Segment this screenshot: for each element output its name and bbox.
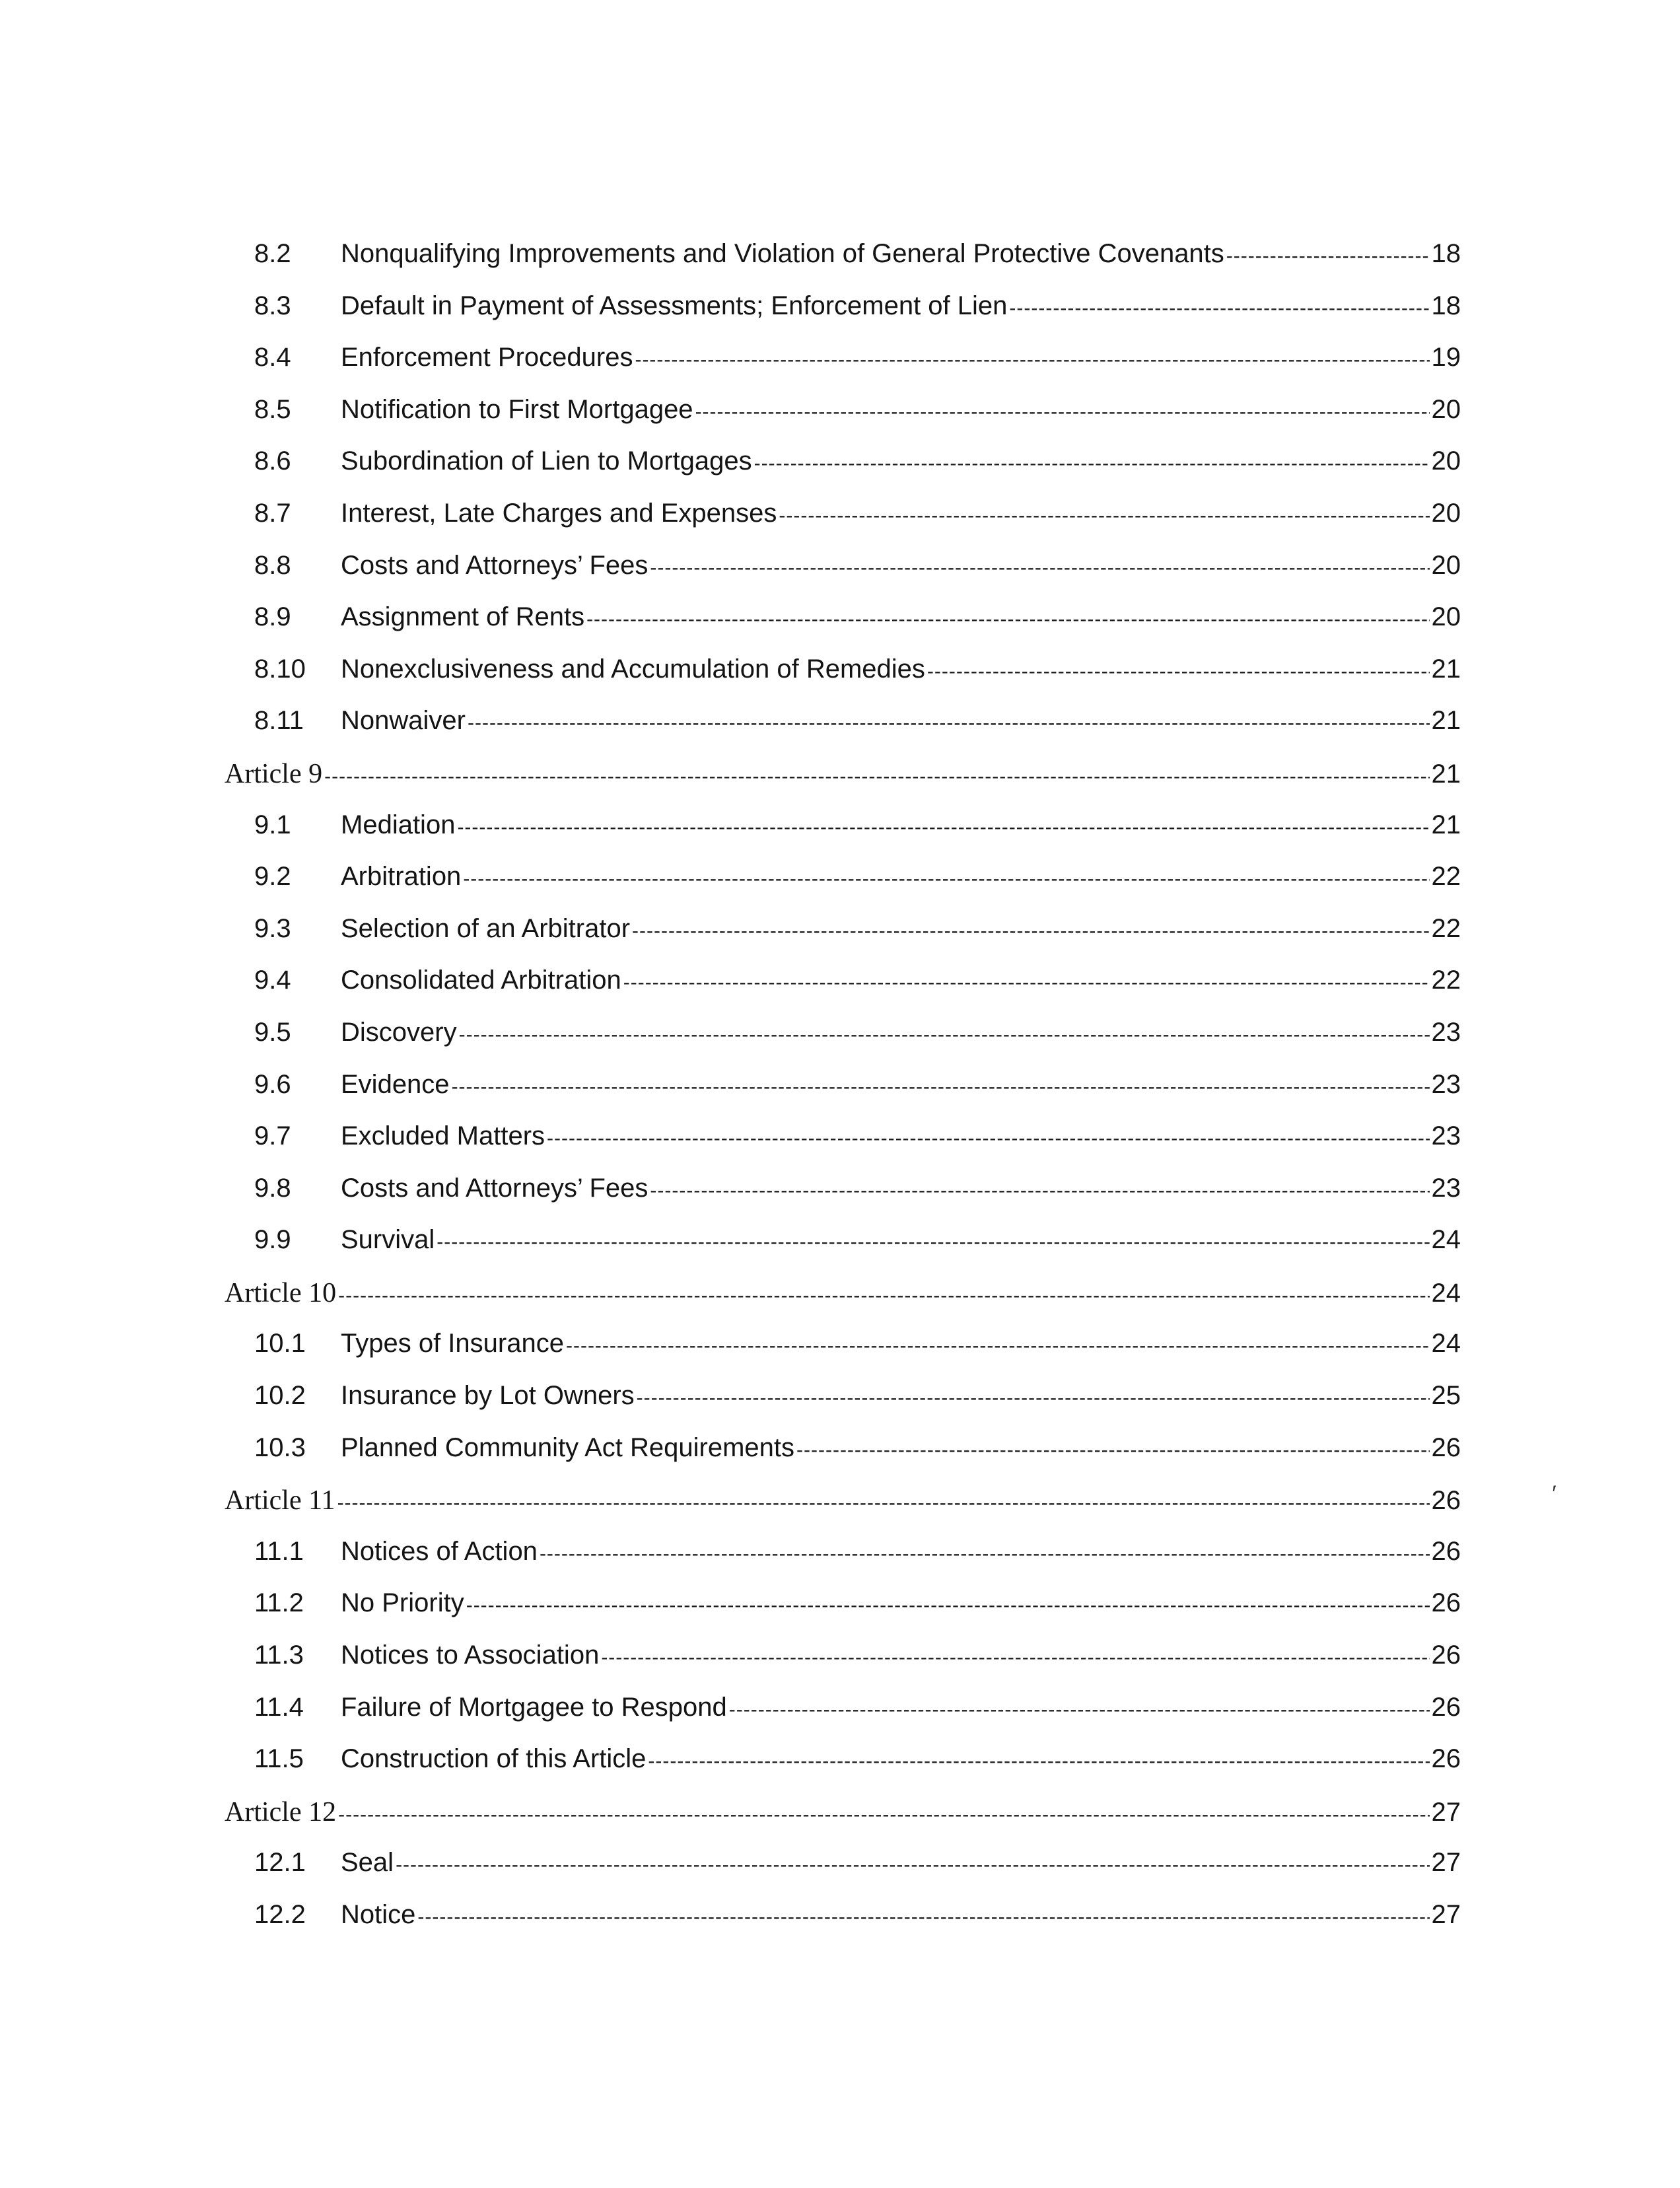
section-title: Excluded Matters [341, 1121, 545, 1151]
toc-section-entry [225, 862, 1461, 914]
section-title: Assignment of Rents [341, 602, 585, 632]
section-number: 8.6 [254, 446, 291, 476]
page-number: 27 [1431, 1900, 1461, 1929]
page-number: 20 [1431, 446, 1461, 476]
toc-section-entry [225, 1900, 1461, 1952]
dot-leader [648, 1750, 1429, 1773]
toc-section-entry [225, 1070, 1461, 1122]
page-number: 26 [1431, 1486, 1461, 1516]
toc-section-entry [225, 810, 1461, 863]
toc-section-entry [225, 446, 1461, 499]
article-title: Article 11 [225, 1485, 335, 1516]
toc-section-entry [225, 1121, 1461, 1174]
section-title: Discovery [341, 1017, 457, 1047]
page-number: 21 [1431, 759, 1461, 789]
section-number: 12.2 [254, 1900, 306, 1929]
dot-leader [1009, 297, 1429, 320]
page-number: 25 [1431, 1381, 1461, 1411]
section-number: 9.1 [254, 810, 291, 839]
toc-article-entry [225, 758, 1461, 810]
dot-leader [586, 608, 1429, 631]
section-number: 8.4 [254, 343, 291, 372]
section-number: 9.6 [254, 1069, 291, 1099]
section-title: Seal [341, 1848, 394, 1878]
dot-leader [540, 1543, 1430, 1565]
table-of-contents [225, 239, 1461, 1952]
page-number: 26 [1431, 1536, 1461, 1566]
page-number: 22 [1431, 913, 1461, 943]
dot-leader [650, 1180, 1429, 1202]
page-number: 22 [1431, 966, 1461, 995]
section-title: Costs and Attorneys’ Fees [341, 1173, 648, 1203]
dot-leader [452, 1076, 1430, 1098]
dot-leader [417, 1906, 1429, 1928]
page-number: 21 [1431, 706, 1461, 736]
dot-leader [337, 1492, 1430, 1514]
page-number: 26 [1431, 1641, 1461, 1670]
section-number: 8.10 [254, 654, 306, 684]
page-number: 20 [1431, 498, 1461, 528]
page-number: 18 [1431, 291, 1461, 320]
toc-section-entry [225, 395, 1461, 447]
page-number: 23 [1431, 1017, 1461, 1047]
stray-mark: ′ [1552, 1480, 1557, 1506]
section-number: 9.7 [254, 1121, 291, 1151]
dot-leader [796, 1439, 1430, 1462]
section-title: Costs and Attorneys’ Fees [341, 550, 648, 580]
toc-section-entry [225, 1433, 1461, 1485]
dot-leader [396, 1854, 1429, 1876]
page-number: 19 [1431, 343, 1461, 372]
dot-leader [463, 868, 1429, 890]
dot-leader [338, 1285, 1429, 1307]
section-number: 11.4 [254, 1692, 304, 1722]
section-number: 11.5 [254, 1744, 304, 1774]
section-number: 8.7 [254, 498, 291, 528]
section-number: 8.2 [254, 239, 291, 268]
page-number: 27 [1431, 1848, 1461, 1878]
section-number: 9.8 [254, 1173, 291, 1203]
section-title: No Priority [341, 1588, 464, 1618]
toc-section-entry [225, 1174, 1461, 1226]
dot-leader [324, 765, 1429, 788]
section-number: 12.1 [254, 1848, 306, 1878]
toc-section-entry [225, 1588, 1461, 1641]
section-title: Nonwaiver [341, 706, 466, 736]
toc-section-entry [225, 1537, 1461, 1589]
dot-leader [547, 1127, 1429, 1150]
dot-leader [601, 1646, 1429, 1669]
dot-leader [927, 660, 1430, 683]
section-title: Subordination of Lien to Mortgages [341, 446, 752, 476]
toc-article-entry [225, 1277, 1461, 1329]
dot-leader [459, 1024, 1430, 1046]
section-number: 8.11 [254, 706, 304, 736]
section-number: 9.9 [254, 1225, 291, 1255]
page-number: 23 [1431, 1121, 1461, 1151]
dot-leader [637, 1387, 1430, 1409]
toc-section-entry [225, 1381, 1461, 1433]
section-number: 11.3 [254, 1641, 304, 1670]
section-number: 8.5 [254, 394, 291, 424]
section-title: Types of Insurance [341, 1329, 564, 1359]
section-number: 8.3 [254, 291, 291, 320]
toc-section-entry [225, 499, 1461, 551]
section-title: Selection of an Arbitrator [341, 913, 631, 943]
toc-section-entry [225, 1641, 1461, 1693]
dot-leader [632, 920, 1429, 942]
toc-section-entry [225, 343, 1461, 395]
section-title: Notice [341, 1900, 416, 1929]
page-number: 26 [1431, 1588, 1461, 1618]
page-number: 24 [1431, 1278, 1461, 1308]
dot-leader [566, 1335, 1430, 1357]
toc-section-entry [225, 602, 1461, 654]
toc-section-entry [225, 1329, 1461, 1381]
dot-leader [1226, 245, 1430, 267]
page-number: 23 [1431, 1069, 1461, 1099]
dot-leader [754, 452, 1430, 475]
section-number: 9.3 [254, 913, 291, 943]
section-title: Default in Payment of Assessments; Enforcement of Lien [341, 291, 1008, 320]
toc-section-entry [225, 706, 1461, 758]
section-title: Arbitration [341, 862, 462, 892]
toc-section-entry [225, 1225, 1461, 1277]
section-title: Failure of Mortgagee to Respond [341, 1692, 727, 1722]
section-number: 11.1 [254, 1536, 304, 1566]
toc-article-entry [225, 1485, 1461, 1537]
section-title: Insurance by Lot Owners [341, 1381, 635, 1411]
section-title: Notification to First Mortgagee [341, 394, 693, 424]
page-number: 23 [1431, 1173, 1461, 1203]
toc-section-entry [225, 914, 1461, 966]
article-title: Article 10 [225, 1277, 337, 1308]
dot-leader [695, 401, 1430, 423]
dot-leader [437, 1231, 1429, 1253]
page-number: 26 [1431, 1432, 1461, 1462]
section-number: 9.5 [254, 1017, 291, 1047]
dot-leader [338, 1804, 1429, 1826]
section-title: Consolidated Arbitration [341, 966, 621, 995]
section-title: Mediation [341, 810, 456, 839]
toc-section-entry [225, 239, 1461, 291]
dot-leader [635, 349, 1429, 371]
toc-section-entry [225, 551, 1461, 603]
toc-section-entry [225, 654, 1461, 707]
section-number: 10.2 [254, 1381, 306, 1411]
toc-article-entry [225, 1796, 1461, 1849]
section-number: 8.9 [254, 602, 291, 632]
page-number: 18 [1431, 239, 1461, 268]
section-title: Notices to Association [341, 1641, 600, 1670]
section-title: Survival [341, 1225, 435, 1255]
article-title: Article 12 [225, 1796, 337, 1827]
toc-section-entry [225, 1848, 1461, 1900]
toc-section-entry [225, 1693, 1461, 1745]
section-number: 9.2 [254, 862, 291, 892]
section-title: Nonexclusiveness and Accumulation of Remedies [341, 654, 925, 684]
section-title: Planned Community Act Requirements [341, 1432, 794, 1462]
article-title: Article 9 [225, 758, 323, 789]
page-number: 20 [1431, 602, 1461, 632]
section-title: Evidence [341, 1069, 450, 1099]
toc-section-entry [225, 966, 1461, 1018]
dot-leader [468, 712, 1430, 734]
page-number: 24 [1431, 1329, 1461, 1359]
section-title: Nonqualifying Improvements and Violation of General Protective Covenants [341, 239, 1224, 268]
section-title: Enforcement Procedures [341, 343, 633, 372]
section-number: 9.4 [254, 966, 291, 995]
dot-leader [623, 971, 1430, 994]
page-number: 26 [1431, 1692, 1461, 1722]
section-number: 11.2 [254, 1588, 304, 1618]
page-number: 20 [1431, 550, 1461, 580]
dot-leader [457, 816, 1429, 839]
section-number: 10.3 [254, 1432, 306, 1462]
page-number: 22 [1431, 862, 1461, 892]
toc-section-entry [225, 1744, 1461, 1796]
dot-leader [466, 1594, 1430, 1617]
page-number: 21 [1431, 654, 1461, 684]
section-title: Notices of Action [341, 1536, 538, 1566]
section-title: Interest, Late Charges and Expenses [341, 498, 777, 528]
page-number: 20 [1431, 394, 1461, 424]
toc-section-entry [225, 1018, 1461, 1070]
page-number: 27 [1431, 1797, 1461, 1827]
page-number: 26 [1431, 1744, 1461, 1774]
dot-leader [779, 505, 1429, 527]
section-number: 10.1 [254, 1329, 306, 1359]
page-number: 21 [1431, 810, 1461, 839]
dot-leader [650, 557, 1429, 579]
dot-leader [729, 1699, 1430, 1721]
section-number: 8.8 [254, 550, 291, 580]
toc-section-entry [225, 291, 1461, 343]
section-title: Construction of this Article [341, 1744, 647, 1774]
page-number: 24 [1431, 1225, 1461, 1255]
